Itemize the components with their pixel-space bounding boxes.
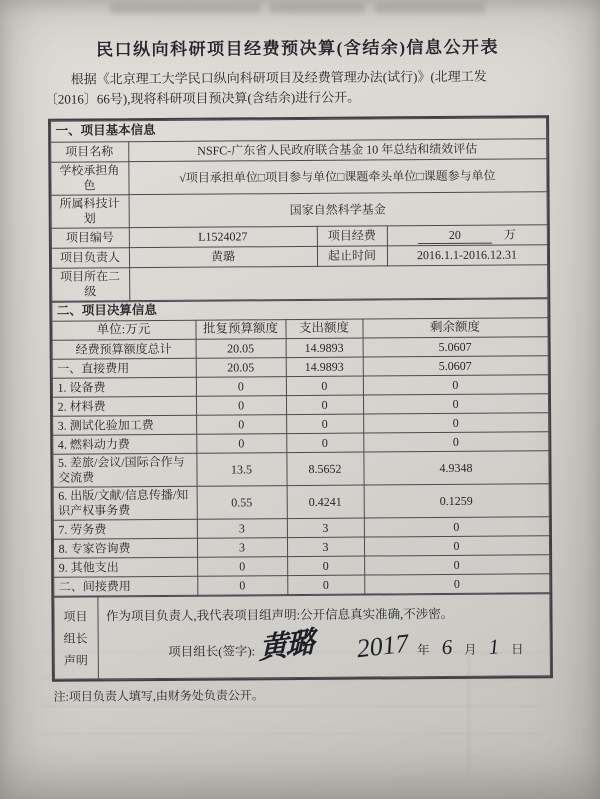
signature-handwriting: 黄璐 xyxy=(259,626,313,667)
declaration-statement: 作为项目负责人,我代表项目组声明:公开信息真实准确,不涉密。 xyxy=(105,606,454,624)
period-value: 2016.1.1-2016.12.31 xyxy=(387,245,547,266)
budget-item-label: 1. 设备费 xyxy=(52,378,196,398)
expenditure-value: 3 xyxy=(287,518,364,538)
bleed-through-line xyxy=(42,733,542,734)
budget-value-cell xyxy=(387,225,547,246)
budget-item-label: 5. 差旅/会议/国际合作与交流费 xyxy=(52,454,196,488)
remaining-value: 5.0607 xyxy=(363,356,548,376)
expenditure-header: 支出额度 xyxy=(285,319,362,339)
expenditure-value: 8.5652 xyxy=(286,452,363,486)
remaining-value: 5.0607 xyxy=(363,337,548,357)
remaining-value: 0 xyxy=(364,555,549,575)
approved-budget-value: 0 xyxy=(196,396,286,416)
expenditure-value: 0 xyxy=(286,376,363,396)
approved-budget-value: 13.5 xyxy=(196,453,286,487)
footnote: 注:项目负责人填写,由财务处负责公开。 xyxy=(53,688,264,705)
month-unit-label: 月 xyxy=(464,643,477,658)
approved-budget-value: 0 xyxy=(197,557,287,577)
remaining-value: 0 xyxy=(363,394,548,414)
bleed-through-line xyxy=(42,679,542,680)
program-label: 所属科技计划 xyxy=(51,195,129,229)
expenditure-value: 3 xyxy=(287,537,364,557)
remaining-value: 0.1259 xyxy=(364,484,549,518)
expenditure-value: 14.9893 xyxy=(286,338,363,358)
approved-budget-value: 0 xyxy=(196,415,286,435)
project-no-value: L1524027 xyxy=(129,227,317,248)
unit-header: 单位:万元 xyxy=(51,321,195,341)
bleed-through-lines xyxy=(42,652,542,760)
expenditure-value: 0 xyxy=(287,556,364,576)
expenditure-value: 14.9893 xyxy=(286,357,363,377)
declaration-label-line: 项目 xyxy=(63,608,88,624)
form-table xyxy=(48,116,553,682)
sign-label: 项目组长(签字): xyxy=(168,644,256,660)
approved-budget-value: 3 xyxy=(197,519,287,539)
budget-item-label: 7. 劳务费 xyxy=(53,520,197,540)
budget-item-label: 9. 其他支出 xyxy=(53,558,197,578)
budget-item-label: 2. 材料费 xyxy=(52,397,196,417)
budget-item-label: 经费预算额度总计 xyxy=(52,340,196,360)
handwritten-year: 2017 xyxy=(355,629,411,664)
approved-budget-value: 0 xyxy=(197,576,287,596)
role-label: 学校承担角色 xyxy=(50,162,128,196)
expenditure-value: 0 xyxy=(287,575,364,595)
table-row xyxy=(50,159,546,195)
table-row xyxy=(51,192,547,228)
remaining-value: 4.9348 xyxy=(363,451,548,485)
budget-label: 项目经费 xyxy=(317,226,387,246)
approved-budget-value: 0 xyxy=(196,377,286,397)
handwritten-day: 1 xyxy=(487,634,500,660)
period-label: 起止时间 xyxy=(317,246,387,266)
basic-info-table xyxy=(50,118,548,302)
settlement-section-title: 二、项目决算信息 xyxy=(51,299,547,321)
pi-label: 项目负责人 xyxy=(51,248,129,269)
secondary-unit-value xyxy=(129,265,547,301)
remaining-value: 0 xyxy=(364,536,549,556)
day-unit-label: 日 xyxy=(511,642,524,658)
bleed-through-vertical-line xyxy=(468,645,469,775)
expenditure-value: 0 xyxy=(286,414,363,434)
pi-name-value: 黄璐 xyxy=(129,247,317,268)
table-row xyxy=(52,451,548,487)
remaining-value: 0 xyxy=(364,574,549,594)
budget-item-label: 二、间接费用 xyxy=(53,577,197,597)
project-no-label: 项目编号 xyxy=(51,228,129,249)
role-value: √项目承担单位□项目参与单位□课题牵头单位□课题参与单位 xyxy=(128,159,546,195)
approved-budget-value: 20.05 xyxy=(196,339,286,359)
expenditure-value: 0 xyxy=(286,433,363,453)
table-row xyxy=(53,484,549,520)
approved-budget-header: 批复预算额度 xyxy=(195,320,285,340)
budget-item-label: 3. 测试化验加工费 xyxy=(52,416,196,436)
budget-amount: 20 xyxy=(418,227,492,244)
approved-budget-value: 3 xyxy=(197,538,287,558)
approved-budget-value: 0 xyxy=(196,434,286,454)
remaining-value: 0 xyxy=(363,375,548,395)
program-value: 国家自然科学基金 xyxy=(129,192,547,228)
settlement-table xyxy=(51,299,550,597)
bleed-through-line xyxy=(42,652,542,653)
intro-line-1: 根据《北京理工大学民口纵向科研项目及经费管理办法(试行)》(北理工发 xyxy=(70,68,487,87)
budget-item-label: 一、直接费用 xyxy=(52,359,196,379)
remaining-value: 0 xyxy=(364,517,549,537)
budget-item-label: 8. 专家咨询费 xyxy=(53,539,197,559)
remaining-value: 0 xyxy=(363,413,548,433)
budget-unit: 万 xyxy=(503,227,516,242)
approved-budget-value: 20.05 xyxy=(196,358,286,378)
intro-line-2: 〔2016〕66号),现将科研项目预决算(含结余)进行公开。 xyxy=(44,89,361,107)
project-name-label: 项目名称 xyxy=(50,142,128,163)
handwritten-month: 6 xyxy=(440,635,453,660)
budget-item-label: 4. 燃料动力费 xyxy=(52,435,196,455)
basic-info-section-title: 一、项目基本信息 xyxy=(50,118,546,142)
table-row xyxy=(51,265,547,301)
remaining-value: 0 xyxy=(363,432,548,452)
form-title: 民口纵向科研项目经费预决算(含结余)信息公开表 xyxy=(96,37,500,60)
declaration-label-line: 组长 xyxy=(63,631,88,646)
project-name-value: NSFC-广东省人民政府联合基金 10 年总结和绩效评估 xyxy=(128,139,546,162)
year-unit-label: 年 xyxy=(417,643,430,658)
intro-paragraph xyxy=(45,66,551,110)
approved-budget-value: 0.55 xyxy=(197,486,287,520)
budget-item-label: 6. 出版/文献/信息传播/知识产权事务费 xyxy=(53,487,197,521)
expenditure-value: 0.4241 xyxy=(287,485,364,519)
bleed-through-line xyxy=(42,706,542,707)
expenditure-value: 0 xyxy=(286,395,363,415)
remaining-header: 剩余额度 xyxy=(362,318,547,338)
secondary-unit-label: 项目所在二级 xyxy=(51,268,129,302)
declaration-label-line: 声明 xyxy=(63,653,88,668)
